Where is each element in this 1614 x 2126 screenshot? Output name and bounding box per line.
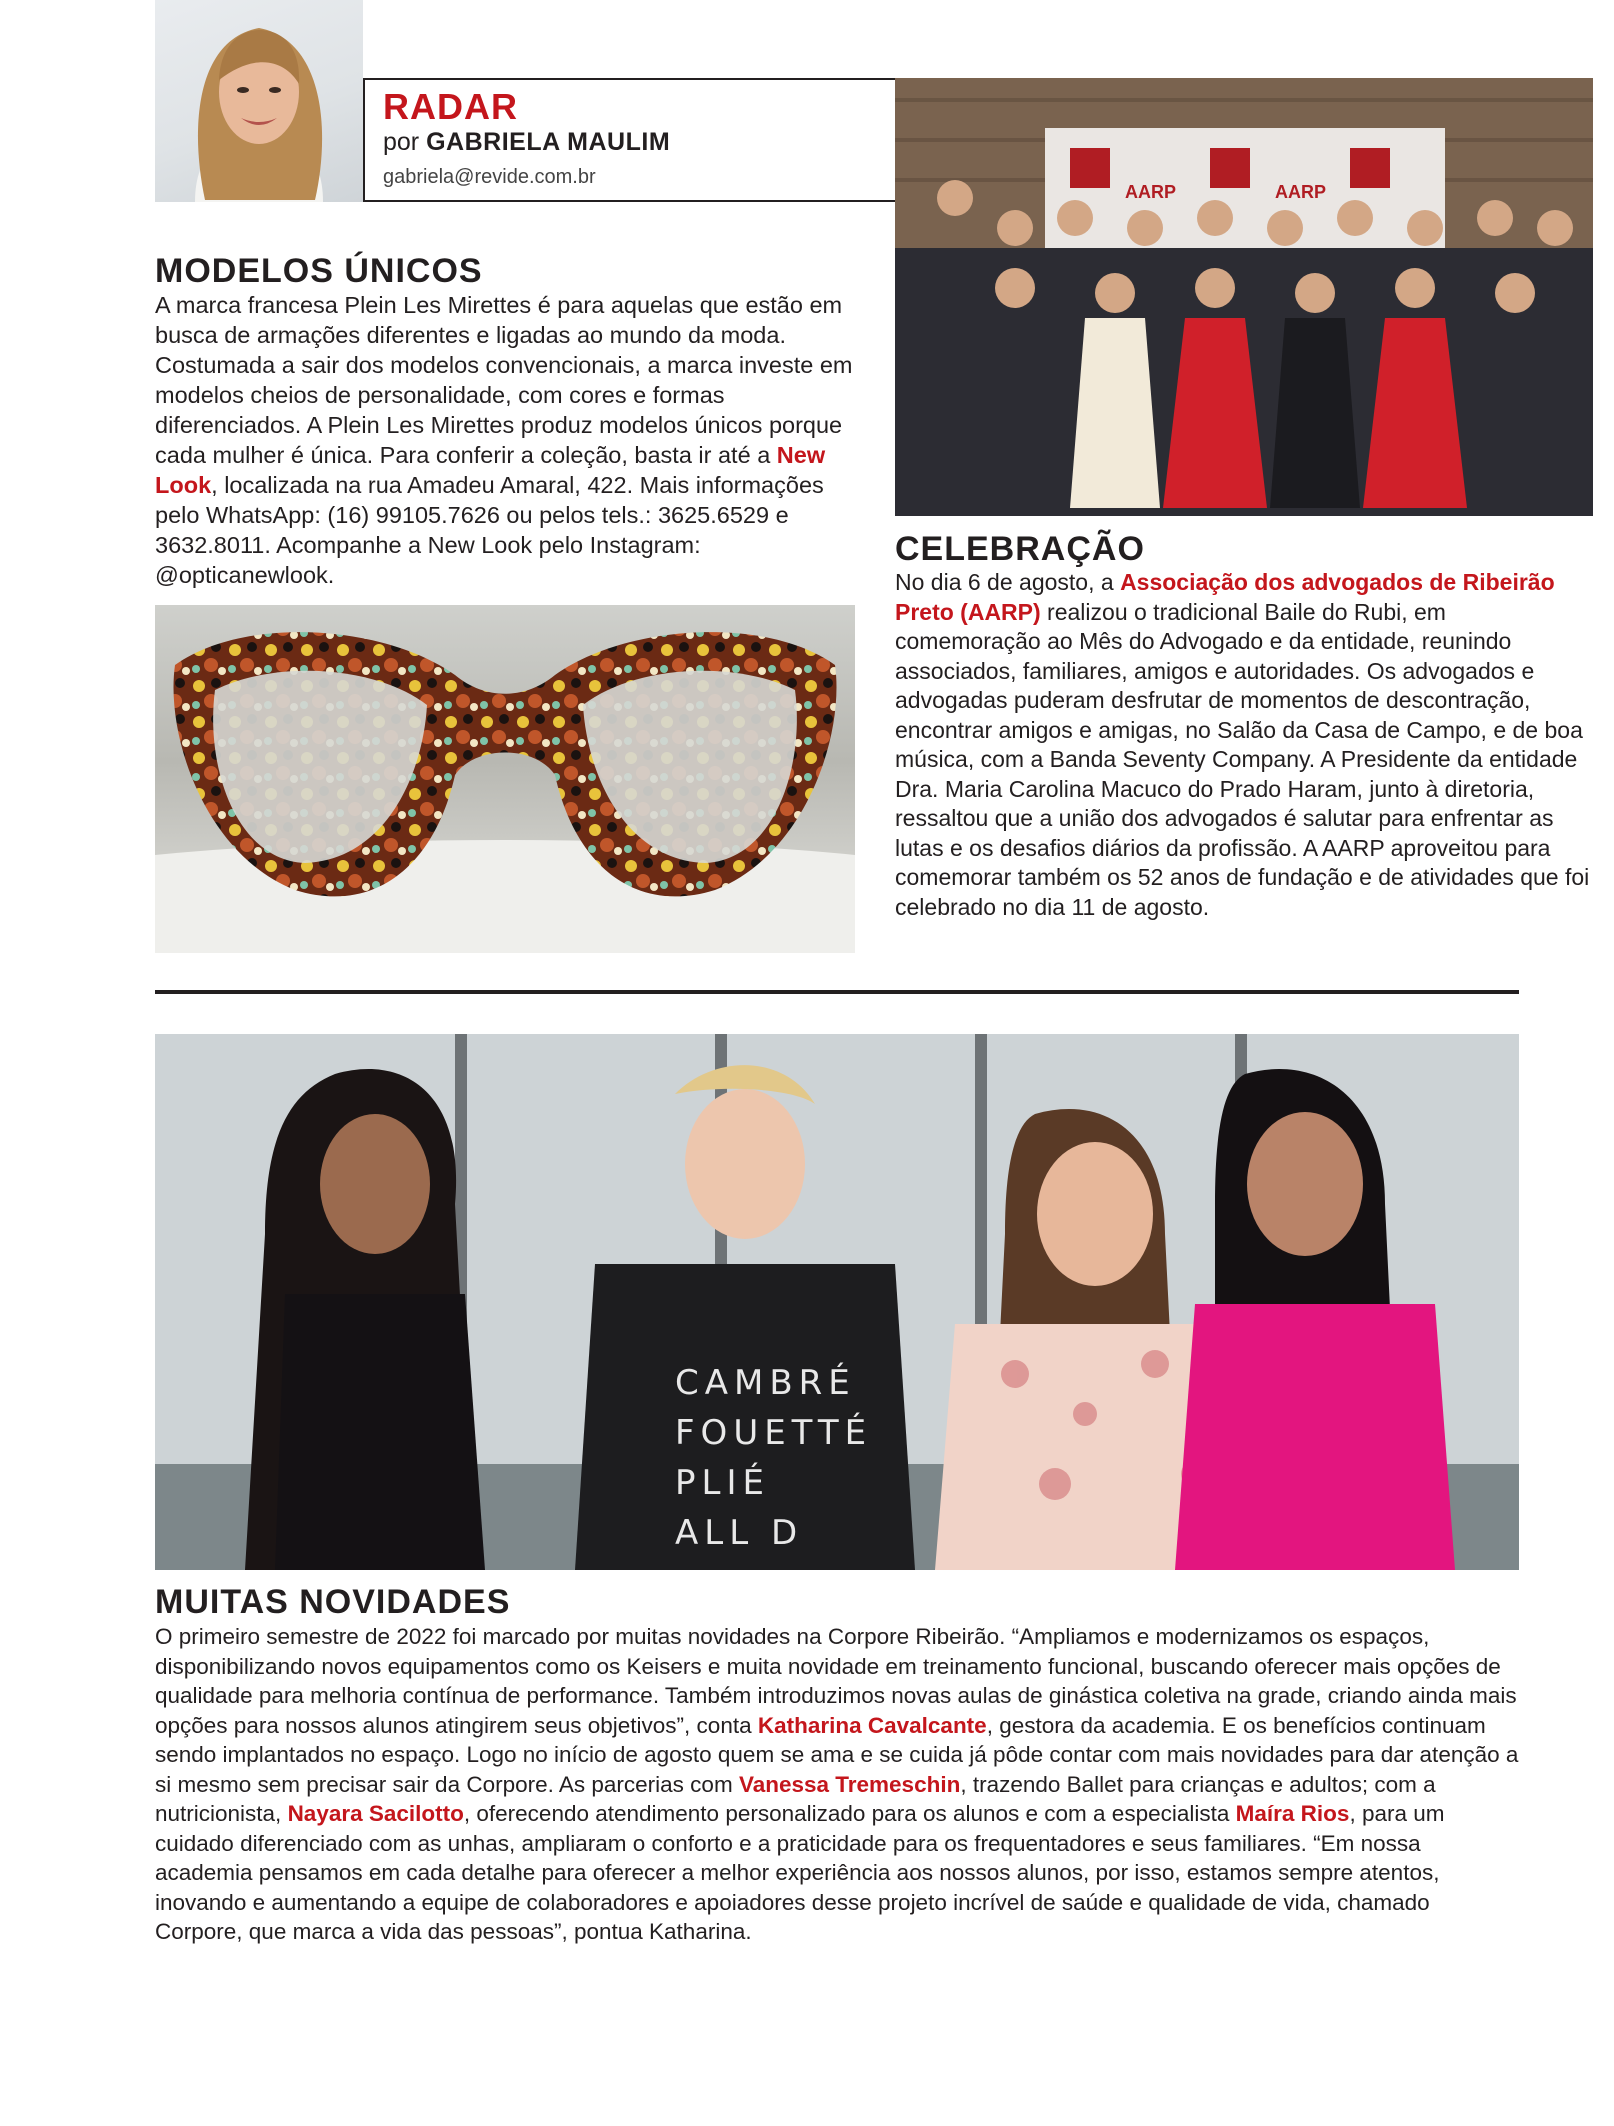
header-rule	[363, 200, 895, 202]
byline	[383, 128, 670, 157]
shirt-text: FOUETTÉ	[675, 1413, 873, 1453]
author-email[interactable]: gabriela@revide.com.br	[383, 166, 596, 188]
article-text-modelos: A marca francesa Plein Les Mirettes é para aquelas que estão em busca de armações diferentes e ligadas ao mundo da moda. Costumada a sair dos modelos convencionais, a marca investe em modelos cheios de personalidade, com cores e formas diferenciados. A Plein Les Mirettes produz modelos únicos porque cada mulher é única. Para conferir a coleção, basta ir até a New Look, localizada na rua Amadeu Amaral, 422. Mais informações pelo WhatsApp: (16) 99105.7626 ou pelos tels.: 3625.6529 e 3632.8011. Acompanhe a New Look pelo Instagram: @opticanewlook.	[155, 292, 853, 588]
author-photo	[155, 0, 363, 202]
header-rule	[363, 78, 365, 202]
shirt-text: PLIÉ	[675, 1463, 770, 1503]
highlight-vanessa: Vanessa Tremeschin	[738, 1771, 961, 1797]
aarp-group-photo	[895, 78, 1593, 516]
header-rule	[363, 78, 895, 80]
corpore-team-photo	[155, 1034, 1519, 1570]
byline-prefix: por	[383, 128, 420, 156]
section-divider	[155, 990, 1519, 994]
byline-author: GABRIELA MAULIM	[426, 128, 671, 156]
shirt-text: CAMBRÉ	[675, 1363, 856, 1403]
article-text-novidades: O primeiro semestre de 2022 foi marcado por muitas novidades na Corpore Ribeirão. “Ampliamos e modernizamos os espaços, disponibilizando novos equipamentos como os Keisers e muita novidade em treinamento funcional, buscando oferecer mais opções de qualidade para melhoria contínua de performance. Também introduzimos novas aulas de ginástica coletiva na grade, criando ainda mais opções para nossos alunos atingirem seus objetivos”, conta Katharina Cavalcante, gestora da academia. E os benefícios continuam sendo implantados no espaço. Logo no início de agosto quem se ama e se cuida já pôde contar com mais novidades para dar atenção a si mesmo sem precisar sair da Corpore. As parcerias com Vanessa Tremeschin, trazendo Ballet para crianças e adultos; com a nutricionista, Nayara Sacilotto, oferecendo atendimento personalizado para os alunos e com a especialista Maíra Rios, para um cuidado diferenciado com as unhas, ampliaram o conforto e a praticidade para os frequentadores e seus familiares. “Em nossa academia pensamos em cada detalhe para oferecer a melhor experiência aos nossos alunos, por isso, estamos sempre atentos, inovando e aumentando a equipe de colaboradores e apoiadores desse projeto incrível de saúde e qualidade de vida, chamado Corpore, que marca a vida das pessoas”, pontua Katharina.	[155, 1624, 1519, 1944]
banner-text: AARP	[1275, 182, 1327, 202]
highlight-nayara: Nayara Sacilotto	[287, 1801, 464, 1826]
glasses-photo	[155, 605, 855, 953]
banner-text: AARP	[1125, 182, 1177, 202]
highlight-maira: Maíra Rios	[1235, 1801, 1350, 1826]
section-title-modelos: MODELOS ÚNICOS	[155, 252, 483, 290]
article-text-celebracao: No dia 6 de agosto, a Associação dos advogados de Ribeirão Preto (AARP) realizou o tradicional Baile do Rubi, em comemoração ao Mês do Advogado e da entidade, reunindo associados, familiares, amigos e autoridades. Os advogados e advogadas puderam desfrutar de momentos de descontração, encontrar amigos e amigas, no Salão da Casa de Campo, e de boa música, com a Banda Seventy Company. A Presidente da entidade Dra. Maria Carolina Macuco do Prado Haram, junto à diretoria, ressaltou que a união dos advogados é salutar para enfrentar as lutas e os desafios diários da profissão. A AARP aproveitou para comemorar também os 52 anos de fundação e de atividades que foi celebrado no dia 11 de agosto.	[895, 569, 1590, 920]
section-title-novidades: MUITAS NOVIDADES	[155, 1583, 511, 1621]
section-title-celebracao: CELEBRAÇÃO	[895, 530, 1145, 568]
highlight-aarp: Associação dos advogados de Ribeirão Preto (AARP)	[895, 569, 1555, 625]
shirt-text: ALL D	[675, 1513, 804, 1553]
highlight-new-look: New Look	[155, 442, 826, 498]
column-title: RADAR	[383, 86, 518, 127]
highlight-katharina: Katharina Cavalcante	[757, 1712, 987, 1738]
